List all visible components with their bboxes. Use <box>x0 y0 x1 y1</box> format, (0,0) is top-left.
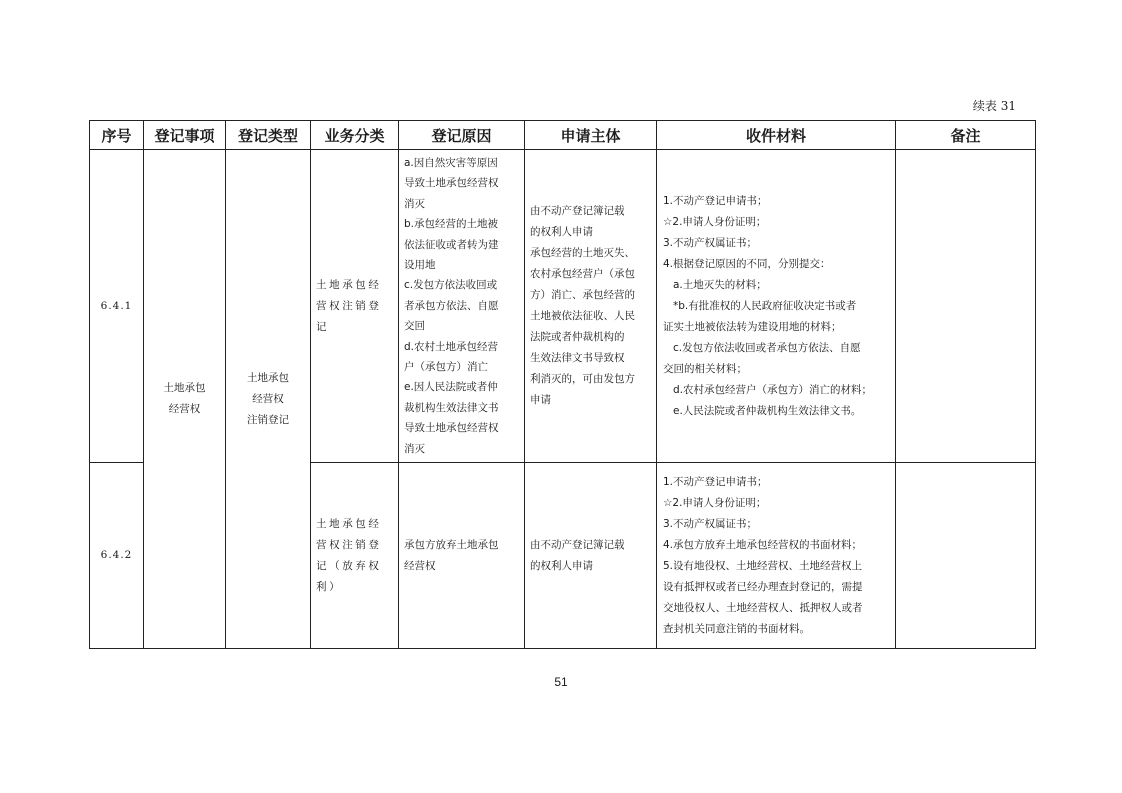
cell-line: 的权利人申请 <box>530 559 593 572</box>
cell-line: 消灭 <box>404 197 425 210</box>
cell-line: 4.承包方放弃土地承包经营权的书面材料； <box>663 538 863 551</box>
continued-table-label: 续表 31 <box>972 99 1016 113</box>
cell-line: a.土地灭失的材料； <box>673 278 767 291</box>
remark-cell <box>896 150 1036 463</box>
cell-line: a.因自然灾害等原因 <box>404 156 498 169</box>
cell-line: e.人民法院或者仲裁机构生效法律文书。 <box>673 404 862 417</box>
registration-item-cell <box>144 150 226 649</box>
cell-line: 土地被依法征收、人民 <box>530 310 635 322</box>
column-header-category: 业务分类 <box>311 121 399 150</box>
column-header-item: 登记事项 <box>144 121 226 150</box>
cell-line: c.发包方依法收回或者承包方依法、自愿 <box>673 341 861 354</box>
cell-line: 土地承包 <box>247 371 289 384</box>
cell-line: 设用地 <box>404 258 436 271</box>
materials-cell <box>657 150 896 463</box>
cell-line: d.农村承包经营户（承包方）消亡的材料； <box>673 383 873 396</box>
cell-line: 1.不动产登记申请书； <box>663 194 768 207</box>
cell-line: 经营权 <box>404 559 436 572</box>
cell-line: 导致土地承包经营权 <box>404 177 499 190</box>
cell-line: 土地承包经 <box>316 517 382 530</box>
cell-line: 交回 <box>404 320 425 333</box>
cell-line: *b.有批准权的人民政府征收决定书或者 <box>673 299 857 312</box>
cell-line: 的权利人申请 <box>530 226 593 238</box>
cell-line: 证实土地被依法转为建设用地的材料； <box>663 320 842 333</box>
cell-line: 设有抵押权或者已经办理查封登记的，需提 <box>663 580 863 593</box>
page-number: 51 <box>554 675 568 689</box>
cell-line: 承包经营的土地灭失、 <box>530 247 635 259</box>
cell-line: c.发包方依法收回或 <box>404 279 498 292</box>
applicant-cell <box>525 150 657 463</box>
cell-line: 交地役权人、土地经营权人、抵押权人或者 <box>663 601 863 614</box>
row-seq: 6.4.1 <box>90 150 144 463</box>
cell-line: 经营权 <box>252 392 284 405</box>
cell-line: 营权注销登 <box>316 299 382 312</box>
cell-line: 1.不动产登记申请书； <box>663 475 768 488</box>
cell-line: 法院或者仲裁机构的 <box>530 331 625 343</box>
applicant-cell <box>525 463 657 649</box>
registration-type-cell <box>226 150 311 649</box>
cell-line: 土地承包经 <box>316 278 382 291</box>
column-header-materials: 收件材料 <box>657 121 896 150</box>
registration-reason-cell <box>399 463 525 649</box>
cell-line: 者承包方依法、自愿 <box>404 299 499 312</box>
cell-line: 依法征收或者转为建 <box>404 238 499 251</box>
column-header-seq: 序号 <box>90 121 144 150</box>
cell-line: ☆2.申请人身份证明； <box>663 215 767 228</box>
cell-line: 土地承包 <box>163 382 206 394</box>
cell-line: 导致土地承包经营权 <box>404 422 499 435</box>
business-category-cell <box>311 150 399 463</box>
cell-line: 记（放弃权 <box>316 559 382 572</box>
cell-line: 承包方放弃土地承包 <box>404 538 499 551</box>
cell-line: 记 <box>316 320 330 333</box>
cell-line: 经营权 <box>168 403 201 415</box>
cell-line: 由不动产登记簿记载 <box>530 538 625 551</box>
cell-line: 3.不动产权属证书； <box>663 517 758 530</box>
cell-line: 4.根据登记原因的不同，分别提交： <box>663 257 831 270</box>
column-header-applicant: 申请主体 <box>525 121 657 150</box>
cell-line: 农村承包经营户（承包 <box>530 268 635 280</box>
cell-line: 申请 <box>530 394 551 406</box>
registration-reason-cell <box>399 150 525 463</box>
cell-line: 3.不动产权属证书； <box>663 236 758 249</box>
cell-line: ☆2.申请人身份证明； <box>663 496 767 509</box>
table-row <box>90 150 1036 463</box>
cell-line: 5.设有地役权、土地经营权、土地经营权上 <box>663 559 863 572</box>
cell-line: 生效法律文书导致权 <box>530 352 625 364</box>
cell-line: e.因人民法院或者仲 <box>404 381 498 394</box>
cell-line: 查封机关同意注销的书面材料。 <box>663 622 810 635</box>
cell-line: 户（承包方）消亡 <box>404 361 488 374</box>
cell-line: 由不动产登记簿记载 <box>530 205 625 217</box>
row-seq: 6.4.2 <box>90 463 144 649</box>
cell-line: 利消灭的，可由发包方 <box>530 373 635 385</box>
cell-line: 营权注销登 <box>316 538 382 551</box>
registration-table <box>89 120 1036 649</box>
cell-line: 利） <box>316 580 343 593</box>
cell-line: 方）消亡、承包经营的 <box>530 289 635 301</box>
cell-line: d.农村土地承包经营 <box>404 340 499 353</box>
table-header-row <box>90 121 1036 150</box>
cell-line: 消灭 <box>404 442 425 455</box>
cell-line: 交回的相关材料； <box>663 362 747 375</box>
cell-line: 注销登记 <box>247 413 289 426</box>
column-header-reason: 登记原因 <box>399 121 525 150</box>
business-category-cell <box>311 463 399 649</box>
column-header-remark: 备注 <box>896 121 1036 150</box>
cell-line: 裁机构生效法律文书 <box>404 401 499 414</box>
column-header-type: 登记类型 <box>226 121 311 150</box>
remark-cell <box>896 463 1036 649</box>
materials-cell <box>657 463 896 649</box>
cell-line: b.承包经营的土地被 <box>404 218 499 231</box>
